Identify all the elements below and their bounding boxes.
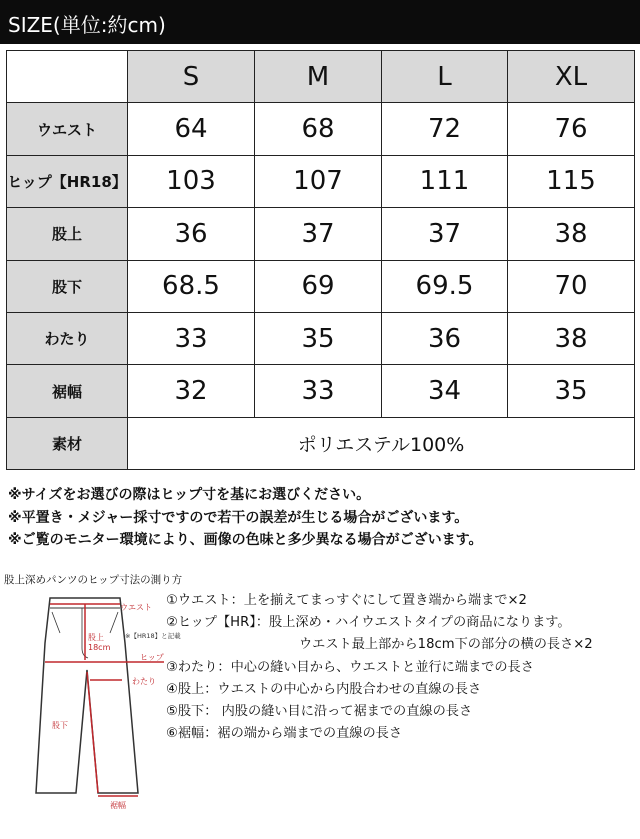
table-cell: 103 bbox=[128, 155, 255, 207]
table-cell: 38 bbox=[508, 312, 635, 364]
table-cell: 69 bbox=[255, 260, 382, 312]
table-cell: 111 bbox=[382, 155, 508, 207]
diagram-title: 股上深めパンツのヒップ寸法の測り方 bbox=[4, 574, 183, 586]
rise-label: 股上 bbox=[88, 633, 104, 642]
table-cell: 115 bbox=[508, 155, 635, 207]
note-line: ※サイズをお選びの際はヒップ寸を基にお選びください。 bbox=[8, 487, 371, 503]
table-row bbox=[7, 103, 635, 155]
material-value: ポリエステル100% bbox=[128, 417, 635, 469]
hip-note: ※【HR18】と記載 bbox=[125, 632, 181, 640]
rise-cm-label: 18cm bbox=[88, 643, 111, 652]
pocket-left bbox=[52, 612, 60, 633]
table-cell: 68.5 bbox=[128, 260, 255, 312]
size-table bbox=[6, 50, 635, 470]
table-cell: 34 bbox=[382, 365, 508, 417]
table-cell: 37 bbox=[382, 208, 508, 260]
inseam-measure-line bbox=[87, 672, 98, 793]
page-title: SIZE(単位:約cm) bbox=[8, 13, 166, 37]
corner-cell bbox=[7, 51, 128, 103]
measurement-guide bbox=[166, 590, 593, 745]
table-cell: 33 bbox=[255, 365, 382, 417]
row-label: 股下 bbox=[7, 260, 128, 312]
table-row bbox=[7, 365, 635, 417]
measurement-line: ④股上：ウエストの中心から内股合わせの直線の長さ bbox=[166, 681, 482, 697]
size-header: XL bbox=[508, 51, 635, 103]
pocket-right bbox=[110, 612, 118, 633]
hip-label: ヒップ bbox=[140, 653, 164, 662]
note-line: ※ご覧のモニター環境により、画像の色味と多少異なる場合がございます。 bbox=[8, 532, 483, 548]
hem-label: 裾幅 bbox=[110, 801, 126, 810]
measurement-line: ①ウエスト：上を揃えてまっすぐにして置き端から端まで×2 bbox=[166, 593, 527, 608]
table-cell: 37 bbox=[255, 208, 382, 260]
thigh-label: わたり bbox=[132, 677, 156, 686]
measurement-line: ウエスト最上部から18cm下の部分の横の長さ×2 bbox=[299, 637, 593, 653]
table-row bbox=[7, 155, 635, 207]
table-cell: 35 bbox=[255, 312, 382, 364]
table-cell: 68 bbox=[255, 103, 382, 155]
notes bbox=[8, 484, 483, 552]
note-line: ※平置き・メジャー採寸ですので若干の誤差が生じる場合がございます。 bbox=[8, 509, 469, 526]
waist-label: ウエスト bbox=[120, 603, 152, 612]
table-cell: 36 bbox=[382, 312, 508, 364]
table-cell: 33 bbox=[128, 312, 255, 364]
row-label: 裾幅 bbox=[7, 365, 128, 417]
table-cell: 32 bbox=[128, 365, 255, 417]
row-label: 股上 bbox=[7, 208, 128, 260]
table-cell: 64 bbox=[128, 103, 255, 155]
table-cell: 72 bbox=[382, 103, 508, 155]
measurement-line: ③わたり：中心の縫い目から、ウエストと並行に端までの長さ bbox=[166, 659, 534, 675]
table-cell: 38 bbox=[508, 208, 635, 260]
row-label: 素材 bbox=[7, 417, 128, 469]
table-cell: 36 bbox=[128, 208, 255, 260]
measurement-line: ⑥裾幅：裾の端から端までの直線の長さ bbox=[166, 726, 403, 742]
row-label: わたり bbox=[7, 312, 128, 364]
size-header: M bbox=[255, 51, 382, 103]
measurement-line: ②ヒップ【HR】：股上深め・ハイウエストタイプの商品になります。 bbox=[166, 615, 571, 631]
table-row bbox=[7, 208, 635, 260]
table-cell: 35 bbox=[508, 365, 635, 417]
pants-diagram bbox=[10, 588, 181, 818]
table-cell: 107 bbox=[255, 155, 382, 207]
inseam-label: 股下 bbox=[52, 721, 68, 730]
table-header-row bbox=[7, 51, 635, 103]
table-cell: 70 bbox=[508, 260, 635, 312]
size-header: L bbox=[382, 51, 508, 103]
row-label: ウエスト bbox=[7, 103, 128, 155]
pants-outline bbox=[36, 598, 138, 793]
row-label: ヒップ【HR18】 bbox=[7, 155, 128, 207]
measurement-line: ⑤股下： 内股の縫い目に沿って裾までの直線の長さ bbox=[166, 704, 473, 720]
title-bar bbox=[0, 0, 640, 44]
table-row bbox=[7, 260, 635, 312]
table-row bbox=[7, 312, 635, 364]
table-cell: 69.5 bbox=[382, 260, 508, 312]
material-row bbox=[7, 417, 635, 469]
size-header: S bbox=[128, 51, 255, 103]
table-cell: 76 bbox=[508, 103, 635, 155]
